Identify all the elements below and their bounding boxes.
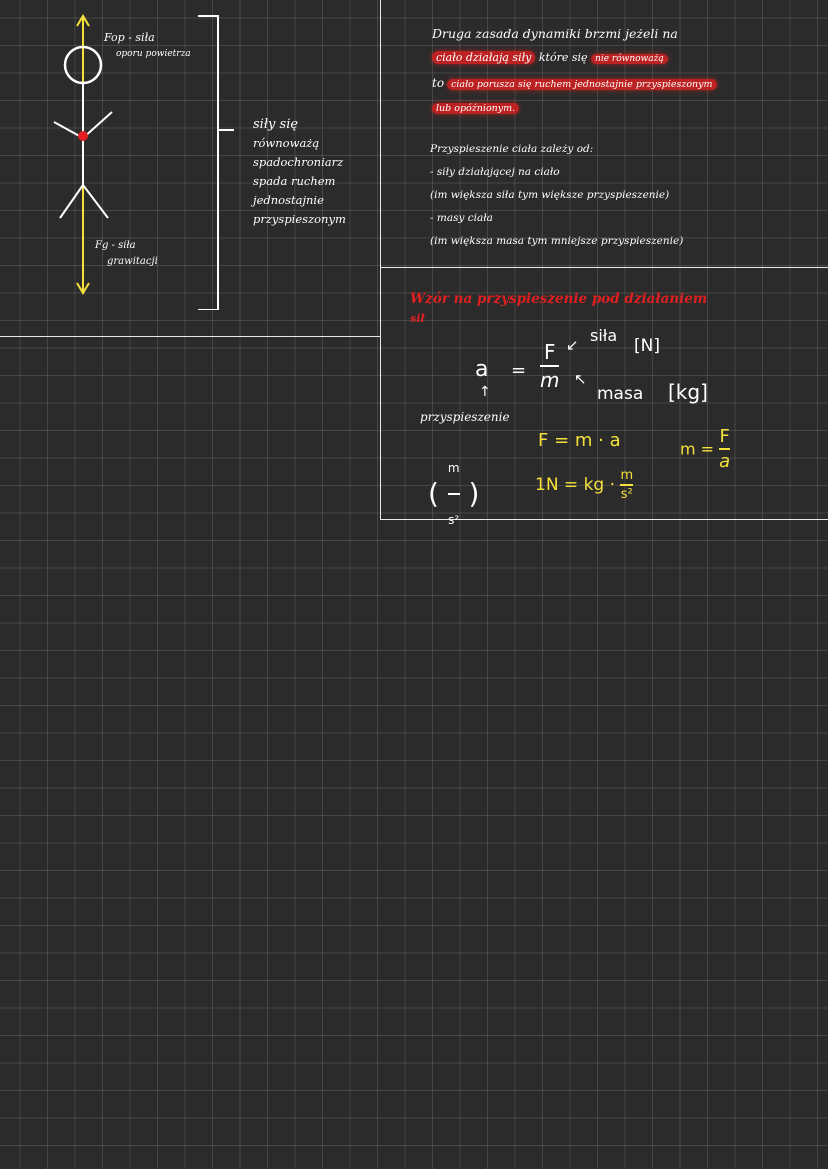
equals-text: =	[511, 360, 527, 381]
second-law-line1: Druga zasada dynamiki brzmi jeżeli na	[432, 26, 678, 41]
balance-note-line: siły się	[253, 117, 299, 132]
sila-pointer-arrow: ↙	[566, 336, 579, 354]
a-symbol	[475, 357, 488, 382]
divider-right-middle	[380, 267, 828, 268]
fraction-bar	[540, 365, 559, 367]
highlight-decelerated: lub opóźnionym.	[432, 103, 519, 114]
fg-label-line1: Fg - siła	[95, 240, 136, 251]
fraction-denominator-m: m	[540, 368, 560, 392]
przyspieszenie-text: przyspieszenie	[420, 410, 510, 424]
a-symbol-text: a	[475, 357, 489, 382]
highlight-forces: ciało działają siły	[432, 51, 535, 64]
second-law-line3	[432, 71, 717, 97]
unit-fraction	[448, 444, 460, 544]
masa-unit	[668, 380, 708, 404]
formula-mass-fraction	[719, 426, 730, 472]
paren-left: (	[428, 477, 439, 510]
paren-right: )	[468, 477, 480, 510]
figure-leg-right	[83, 185, 108, 218]
fop-label-line1: Fop - siła	[104, 31, 155, 44]
balance-note	[253, 115, 346, 229]
masa-unit-text: [kg]	[668, 380, 708, 404]
f-over-m	[540, 340, 559, 392]
newton-definition	[535, 468, 633, 502]
przyspieszenie-label	[420, 410, 510, 424]
newton-bar	[620, 484, 633, 486]
divider-vertical	[380, 0, 381, 520]
formula-title-line2: sił	[410, 312, 425, 325]
second-law-to: to	[432, 76, 445, 90]
formula-title	[410, 290, 707, 328]
second-law-mid: które się	[538, 51, 588, 64]
formula-mass	[680, 426, 730, 472]
acceleration-item: (im większa masa tym mniejsze przyspieszenie)	[430, 235, 684, 247]
main-fraction	[540, 340, 559, 392]
acceleration-unit	[428, 444, 479, 544]
balance-note-line: jednostajnie	[253, 193, 324, 207]
newton-numerator: m	[620, 468, 634, 483]
formula-mass-denominator: a	[719, 451, 731, 472]
center-of-mass-dot	[78, 131, 88, 141]
balance-note-line: równoważą	[253, 136, 320, 150]
sila-label	[590, 326, 617, 345]
acceleration-dependencies	[430, 138, 683, 253]
sila-unit	[634, 336, 660, 356]
acceleration-item: (im większa siła tym większe przyspieszenie)	[430, 189, 670, 201]
masa-label-text: masa	[597, 384, 644, 404]
formula-force	[538, 430, 621, 451]
unit-denominator: s²	[448, 513, 460, 527]
unit-numerator: m	[447, 461, 460, 475]
fop-label	[104, 30, 191, 62]
fg-label-line2: grawitacji	[107, 256, 158, 267]
acceleration-item: - masy ciała	[430, 212, 493, 224]
newton-fraction	[620, 468, 633, 502]
figure-leg-left	[60, 185, 83, 218]
formula-mass-numerator: F	[719, 426, 730, 447]
equals-sign	[511, 360, 526, 381]
highlight-motion: ciało porusza się ruchem jednostajnie przyspieszonym	[447, 79, 716, 90]
acceleration-heading: Przyspieszenie ciała zależy od:	[430, 143, 594, 155]
formula-force-text: F = m · a	[538, 430, 621, 451]
highlight-not-balanced: nie równoważą	[591, 54, 668, 64]
acceleration-item: - siły działającej na ciało	[430, 166, 560, 178]
newton-denominator: s²	[620, 487, 633, 502]
balance-note-line: spada ruchem	[253, 174, 336, 188]
masa-pointer-arrow: ↖	[574, 370, 587, 388]
second-law-line2	[432, 46, 717, 71]
formula-mass-bar	[719, 448, 730, 450]
fg-label	[95, 238, 158, 270]
bracket	[198, 16, 218, 310]
fraction-numerator-f: F	[543, 340, 556, 364]
unit-fraction-bar	[448, 493, 460, 495]
divider-left-bottom	[0, 336, 380, 337]
sila-label-text: siła	[590, 326, 618, 345]
balance-note-line: spadochroniarz	[253, 155, 344, 169]
newton-left: 1N = kg ·	[535, 475, 616, 495]
sila-unit-text: [N]	[634, 336, 660, 356]
formula-mass-left: m =	[680, 439, 715, 459]
second-law-text	[432, 22, 717, 121]
balance-note-line: przyspieszonym	[253, 212, 346, 226]
second-law-line4	[432, 97, 717, 121]
fop-label-line2: oporu powietrza	[116, 49, 191, 59]
formula-title-line1: Wzór na przyspieszenie pod działaniem	[410, 291, 708, 307]
a-pointer-arrow: ↑	[479, 384, 491, 400]
masa-label	[597, 384, 643, 404]
